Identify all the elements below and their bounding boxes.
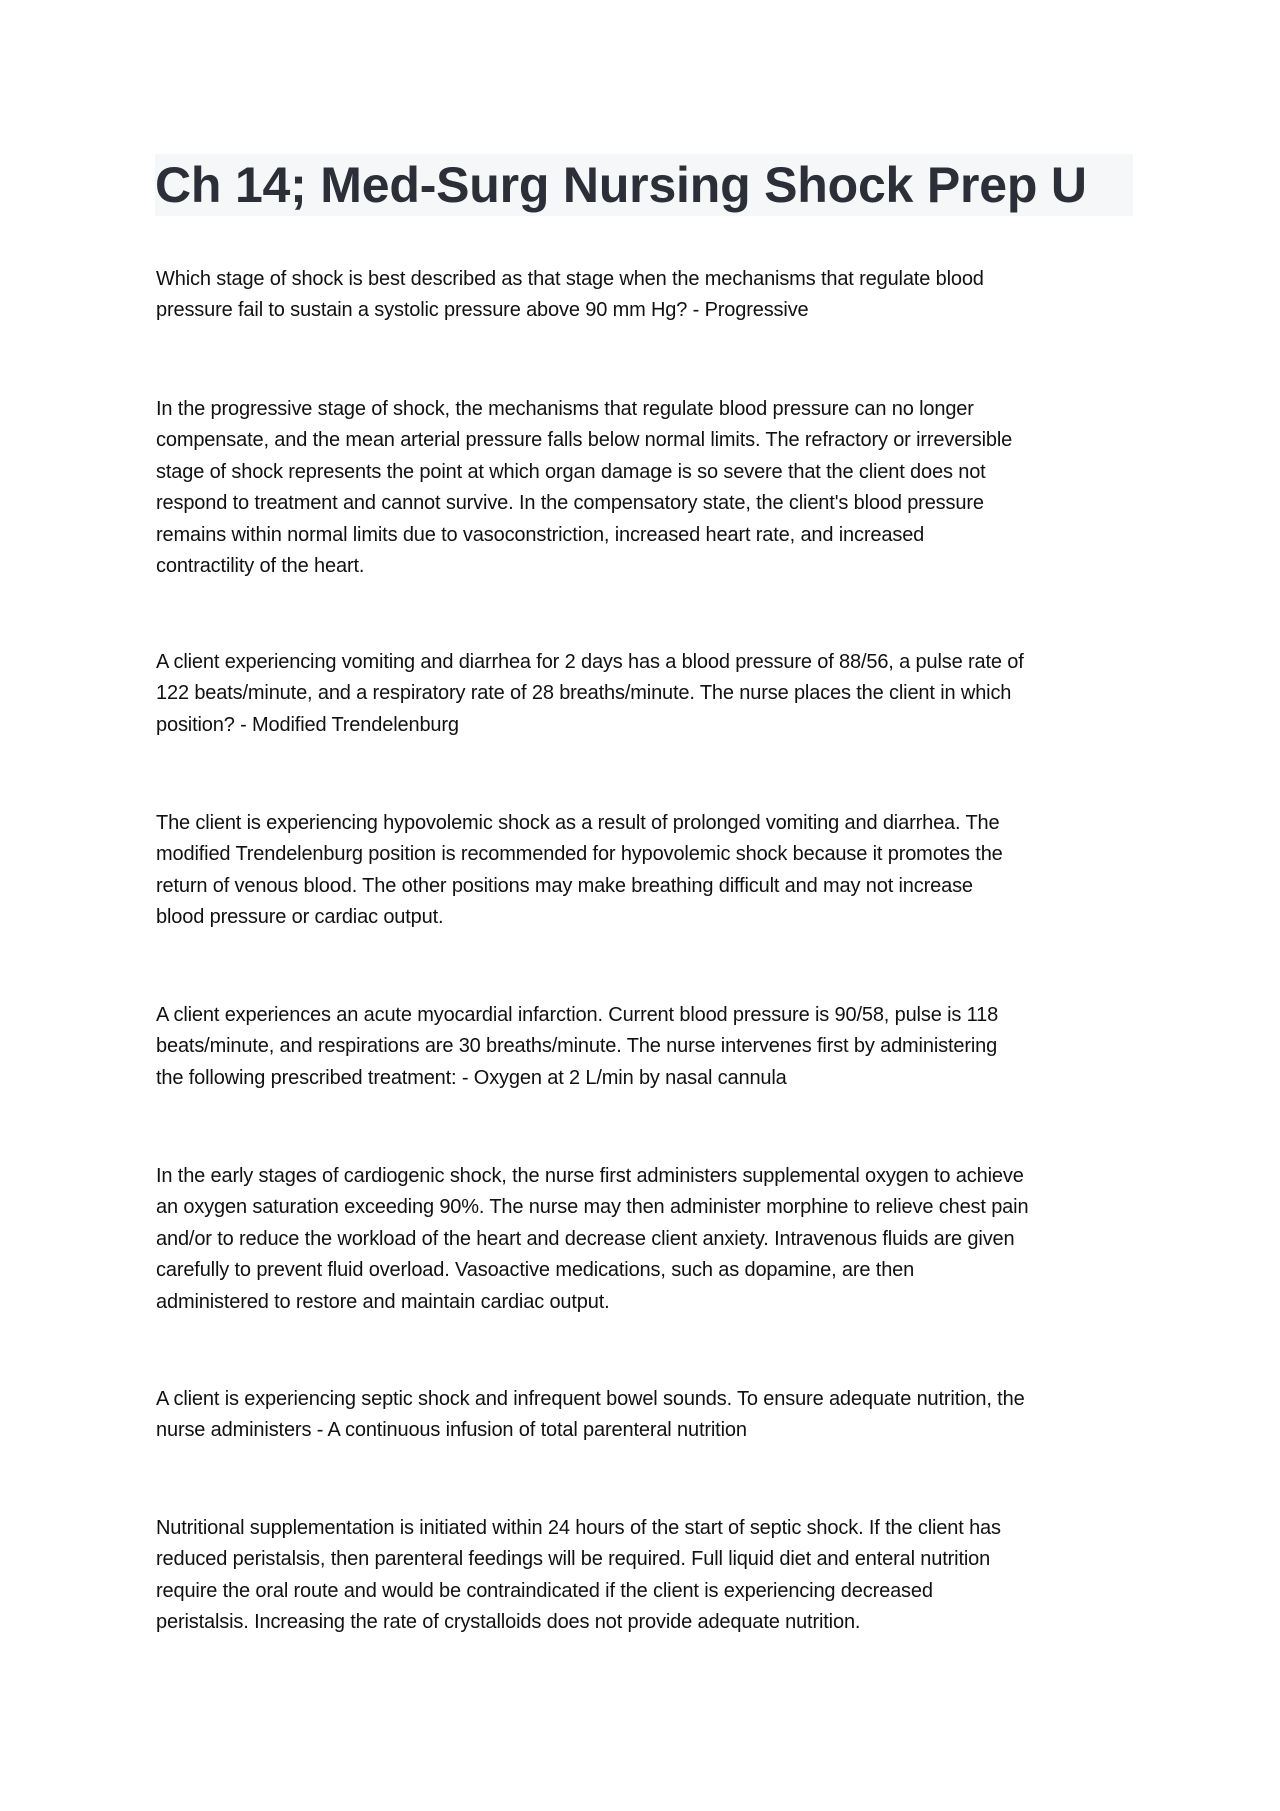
text-line: 122 beats/minute, and a respiratory rate of 28 breaths/minute. The nurse places the client in which [156, 682, 1012, 705]
text-line: contractility of the heart. [156, 555, 365, 578]
paragraph [156, 647, 1024, 741]
text-line: Which stage of shock is best described as that stage when the mechanisms that regulate blood [156, 268, 984, 290]
paragraph [156, 394, 1012, 582]
text-line: A client experiences an acute myocardial infarction. Current blood pressure is 90/58, pulse is 118 [156, 1004, 999, 1026]
text-line: In the progressive stage of shock, the mechanisms that regulate blood pressure can no longer [156, 398, 974, 420]
text-line: the following prescribed treatment: - Oxygen at 2 L/min by nasal cannula [156, 1066, 787, 1089]
document-title-box [155, 154, 1133, 216]
text-line: peristalsis. Increasing the rate of crystalloids does not provide adequate nutrition. [156, 1611, 861, 1634]
text-line: an oxygen saturation exceeding 90%. The nurse may then administer morphine to relieve chest pain [156, 1196, 1029, 1219]
text-line: administered to restore and maintain cardiac output. [156, 1290, 610, 1313]
text-line: The client is experiencing hypovolemic shock as a result of prolonged vomiting and diarrhea. The [156, 812, 1000, 834]
paragraph [156, 1513, 1001, 1639]
text-line: remains within normal limits due to vasoconstriction, increased heart rate, and increased [156, 523, 925, 546]
text-line: require the oral route and would be contraindicated if the client is experiencing decreased [156, 1579, 933, 1602]
paragraph [156, 1161, 1028, 1318]
document-title: Ch 14; Med-Surg Nursing Shock Prep U [155, 157, 1087, 213]
text-line: stage of shock represents the point at which organ damage is so severe that the client does not [156, 460, 986, 483]
text-line: carefully to prevent fluid overload. Vasoactive medications, such as dopamine, are then [156, 1259, 915, 1282]
text-line: pressure fail to sustain a systolic pressure above 90 mm Hg? - Progressive [156, 299, 809, 322]
paragraph [156, 1384, 1025, 1447]
text-line: modified Trendelenburg position is recommended for hypovolemic shock because it promotes the [156, 843, 1003, 866]
text-line: compensate, and the mean arterial pressure falls below normal limits. The refractory or irreversible [156, 429, 1013, 452]
text-line: Nutritional supplementation is initiated within 24 hours of the start of septic shock. If the client has [156, 1517, 1001, 1539]
text-line: beats/minute, and respirations are 30 breaths/minute. The nurse intervenes first by administering [156, 1035, 998, 1058]
paragraph [156, 264, 984, 327]
text-line: nurse administers - A continuous infusion of total parenteral nutrition [156, 1419, 747, 1442]
text-line: blood pressure or cardiac output. [156, 906, 444, 929]
text-line: A client is experiencing septic shock and infrequent bowel sounds. To ensure adequate nutrition, the [156, 1388, 1025, 1410]
text-line: position? - Modified Trendelenburg [156, 713, 459, 736]
text-line: reduced peristalsis, then parenteral feedings will be required. Full liquid diet and enteral nutrition [156, 1548, 991, 1571]
text-line: return of venous blood. The other positions may make breathing difficult and may not increase [156, 874, 973, 897]
text-line: and/or to reduce the workload of the heart and decrease client anxiety. Intravenous fluids are given [156, 1227, 1015, 1250]
paragraph [156, 808, 1003, 934]
text-line: In the early stages of cardiogenic shock, the nurse first administers supplemental oxygen to achieve [156, 1165, 1024, 1187]
paragraph [156, 1000, 998, 1094]
text-line: respond to treatment and cannot survive. In the compensatory state, the client's blood pressure [156, 492, 984, 515]
text-line: A client experiencing vomiting and diarrhea for 2 days has a blood pressure of 88/56, a pulse rate of [156, 651, 1024, 673]
